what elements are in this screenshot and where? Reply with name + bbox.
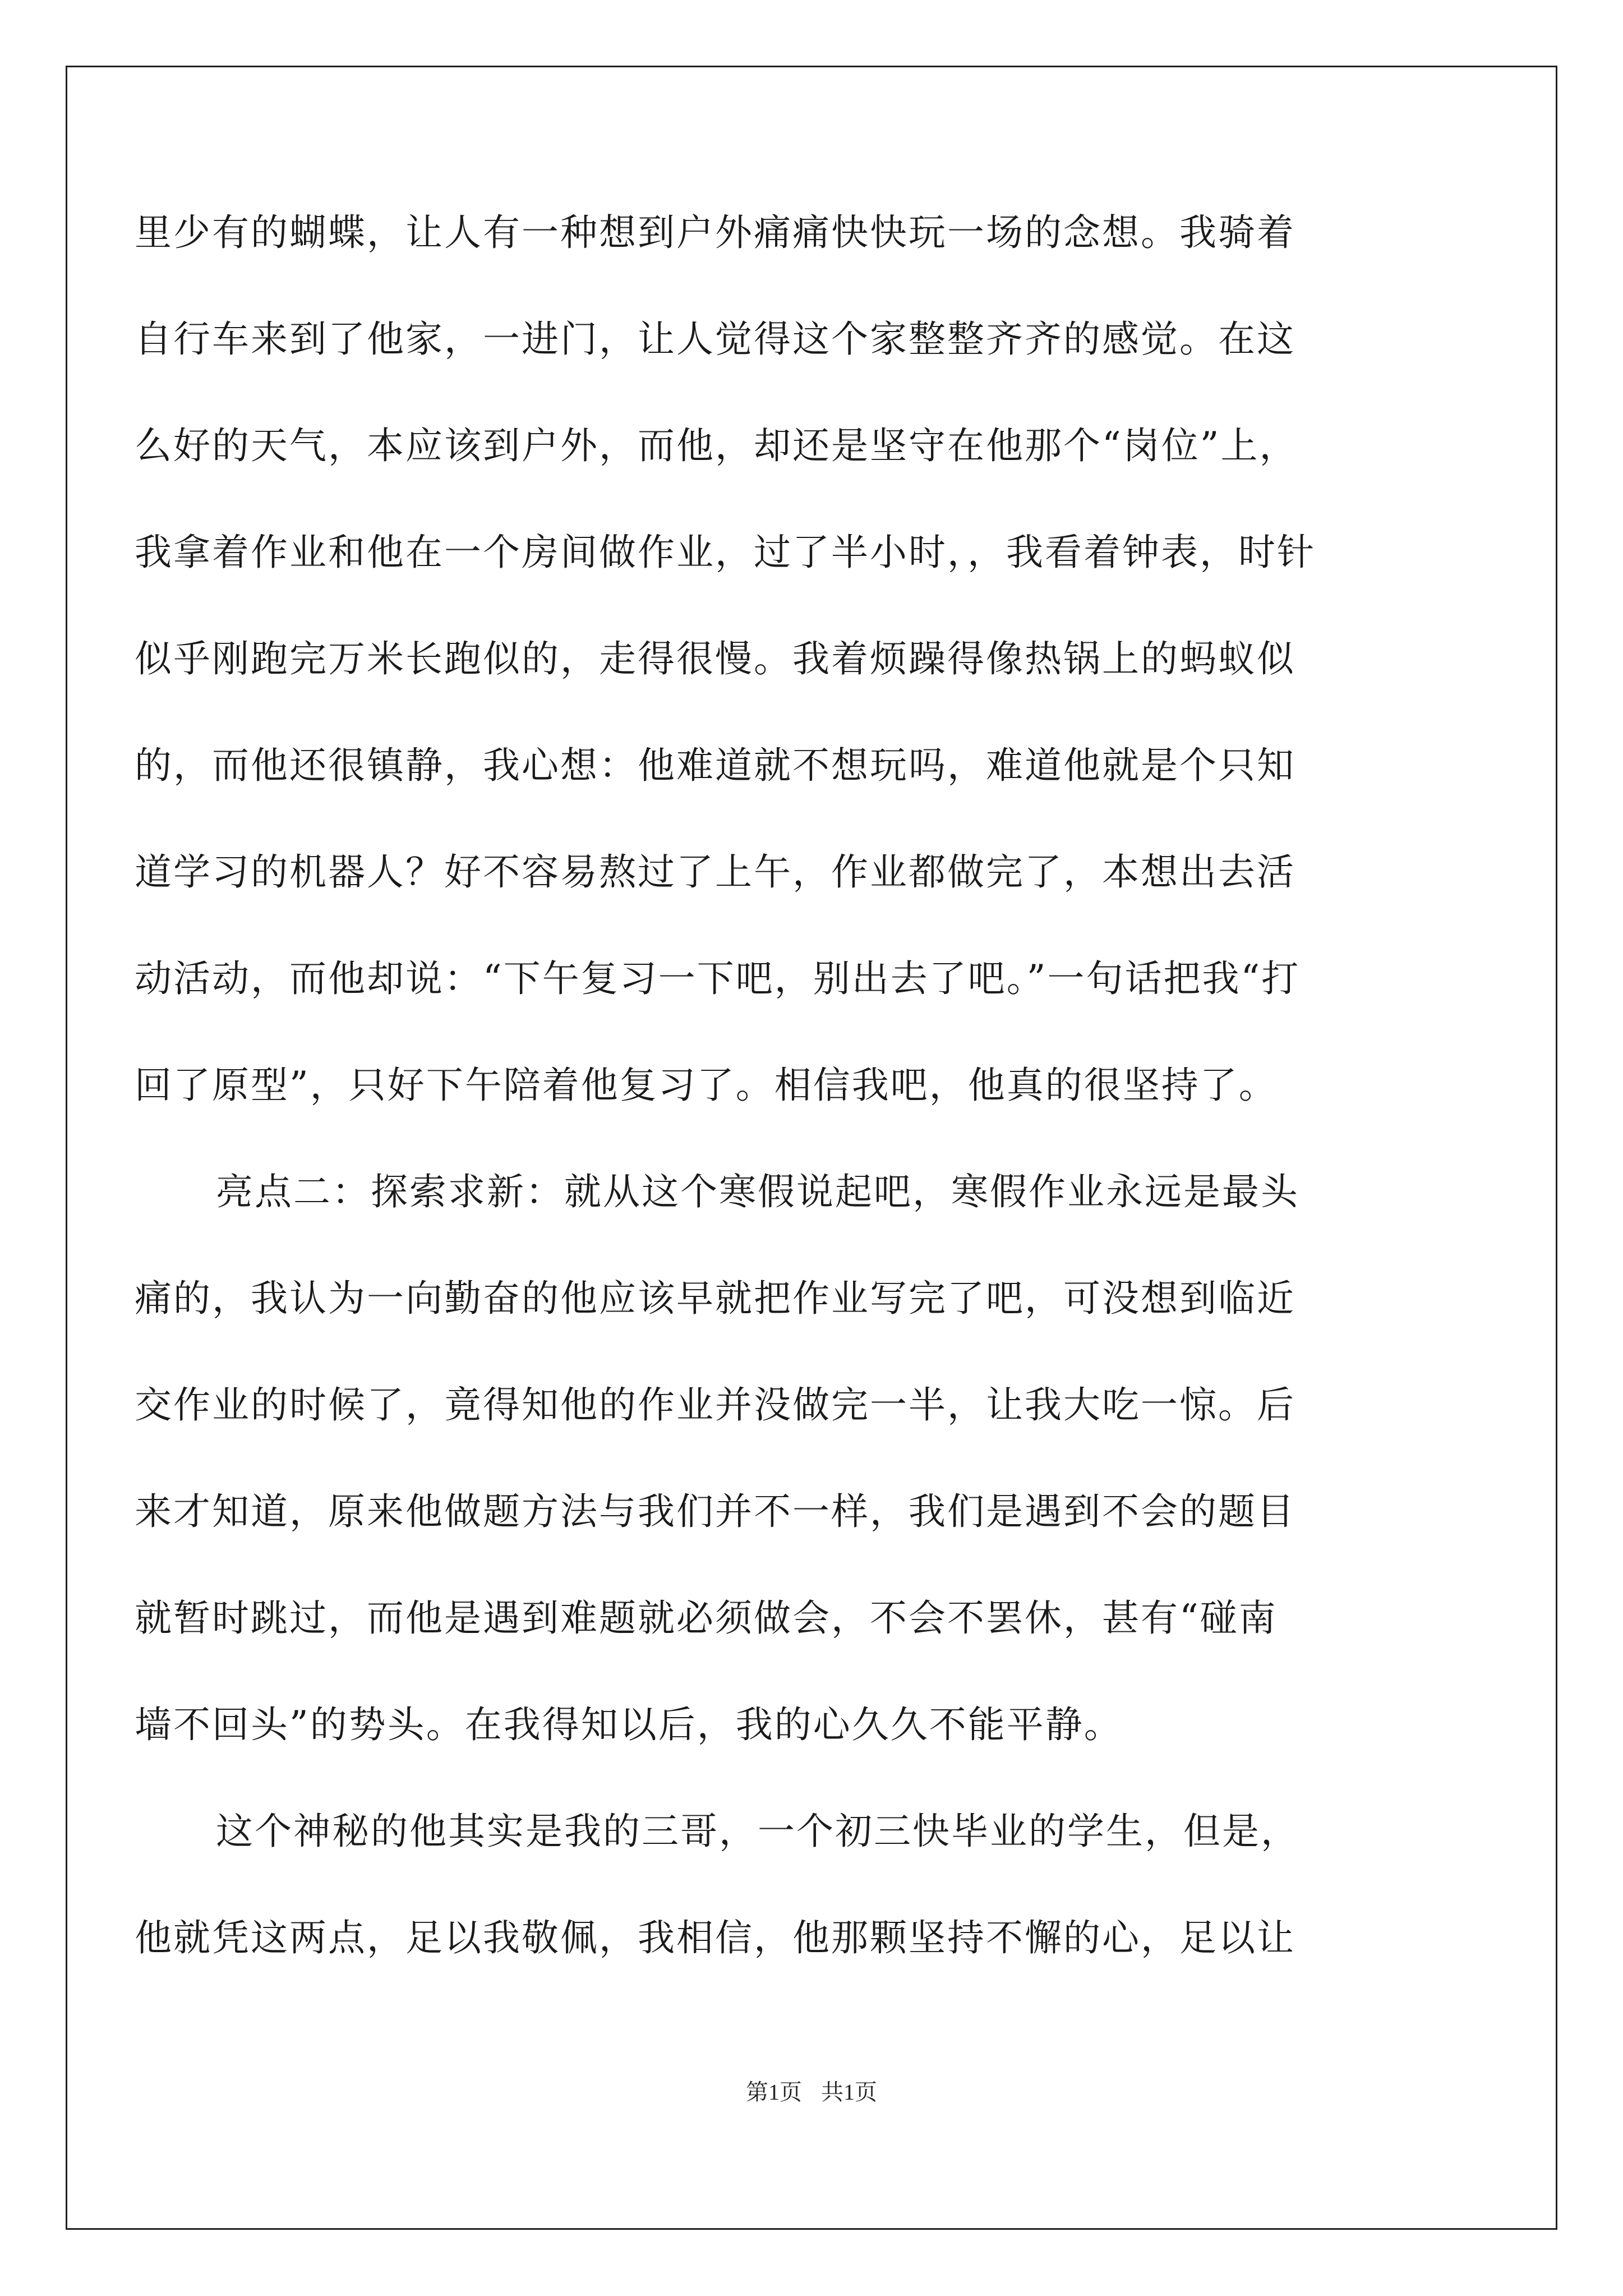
text-line: 的，而他还很镇静，我心想：他难道就不想玩吗，难道他就是个只知: [135, 744, 1295, 787]
page-footer: [0, 2076, 1623, 2109]
text-line: 他就凭这两点，足以我敬佩，我相信，他那颗坚持不懈的心，足以让: [135, 1916, 1295, 1959]
page-total: 共1页: [821, 2079, 877, 2105]
text-line: 么好的天气，本应该到户外，而他，却还是坚守在他那个“岗位”上，: [135, 424, 1298, 467]
paragraph-start-line: 这个神秘的他其实是我的三哥，一个初三快毕业的学生，但是，: [216, 1810, 1299, 1853]
text-line: 回了原型”，只好下午陪着他复习了。相信我吧，他真的很坚持了。: [135, 1064, 1278, 1107]
text-line: 自行车来到了他家，一进门，让人觉得这个家整整齐齐的感觉。在这: [135, 318, 1295, 361]
text-line: 交作业的时候了，竟得知他的作业并没做完一半，让我大吃一惊。后: [135, 1383, 1295, 1427]
text-line: 痛的，我认为一向勤奋的他应该早就把作业写完了吧，可没想到临近: [135, 1277, 1295, 1320]
text-line: 来才知道，原来他做题方法与我们并不一样，我们是遇到不会的题目: [135, 1490, 1295, 1533]
text-line: 我拿着作业和他在一个房间做作业，过了半小时，，我看着钟表，时针: [135, 531, 1316, 574]
text-line: 里少有的蝴蝶，让人有一种想到户外痛痛快快玩一场的念想。我骑着: [135, 211, 1295, 254]
text-line: 就暂时跳过，而他是遇到难题就必须做会，不会不罢休，甚有“碰南: [135, 1596, 1278, 1640]
text-line: 道学习的机器人？好不容易熬过了上午，作业都做完了，本想出去活: [135, 850, 1295, 894]
text-line: 似乎刚跑完万米长跑似的，走得很慢。我着烦躁得像热锅上的蚂蚁似: [135, 637, 1295, 680]
text-line: 墙不回头”的势头。在我得知以后，我的心久久不能平静。: [135, 1703, 1123, 1746]
text-line: 动活动，而他却说：“下午复习一下吧，别出去了吧。”一句话把我“打: [135, 957, 1301, 1000]
page-number: 第1页: [746, 2079, 802, 2105]
paragraph-start-line: 亮点二：探索求新：就从这个寒假说起吧，寒假作业永远是最头: [216, 1170, 1299, 1213]
